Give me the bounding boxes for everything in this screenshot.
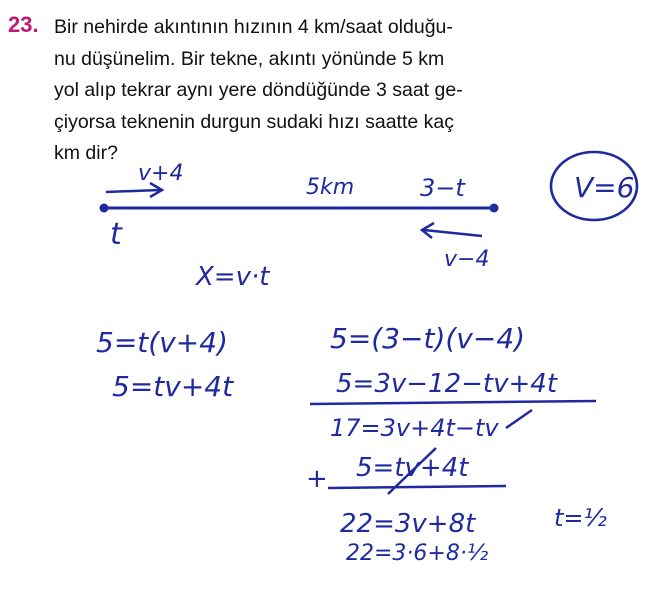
question-line-1: Bir nehirde akıntının hızının 4 km/saat olduğu- bbox=[54, 16, 453, 38]
sum-line-2 bbox=[328, 486, 506, 488]
left-arrow-icon bbox=[422, 223, 482, 238]
label-v-plus-4: v+4 bbox=[138, 161, 184, 186]
question-line-2: nu düşünelim. Bir tekne, akıntı yönünde 5 km bbox=[54, 47, 445, 70]
answer-text: V=6 bbox=[574, 171, 635, 204]
equation-right-4: 5=tv+4t bbox=[356, 453, 469, 483]
equation-right-2: 5=3v−12−tv+4t bbox=[336, 369, 558, 399]
equation-right-6: 22=3·6+8·½ bbox=[346, 541, 489, 566]
cancel-slash-2 bbox=[506, 410, 532, 428]
end-point bbox=[490, 204, 499, 213]
plus-sign: + bbox=[306, 464, 328, 494]
equation-right-5: 22=3v+8t bbox=[340, 509, 476, 539]
label-t: t bbox=[110, 217, 122, 252]
label-distance: 5km bbox=[306, 175, 355, 200]
sum-line-1 bbox=[310, 401, 596, 404]
start-point bbox=[100, 204, 109, 213]
question-line-5: km dir? bbox=[54, 142, 118, 164]
question-line-4: çiyorsa teknenin durgun sudaki hızı saatte kaç bbox=[54, 110, 454, 133]
equation-right-3: 17=3v+4t−tv bbox=[330, 414, 499, 442]
equation-left-2: 5=tv+4t bbox=[112, 370, 234, 403]
label-v-minus-4: v−4 bbox=[444, 247, 490, 272]
label-3-minus-t: 3−t bbox=[420, 174, 465, 202]
formula-x-vt: X=v·t bbox=[196, 262, 270, 292]
question-line-3: yol alıp tekrar aynı yere döndüğünde 3 saat ge- bbox=[54, 79, 463, 101]
equation-left-1: 5=t(v+4) bbox=[96, 326, 228, 359]
t-value: t=½ bbox=[554, 504, 607, 532]
question-number: 23. bbox=[8, 12, 39, 37]
equation-right-1: 5=(3−t)(v−4) bbox=[330, 322, 526, 355]
